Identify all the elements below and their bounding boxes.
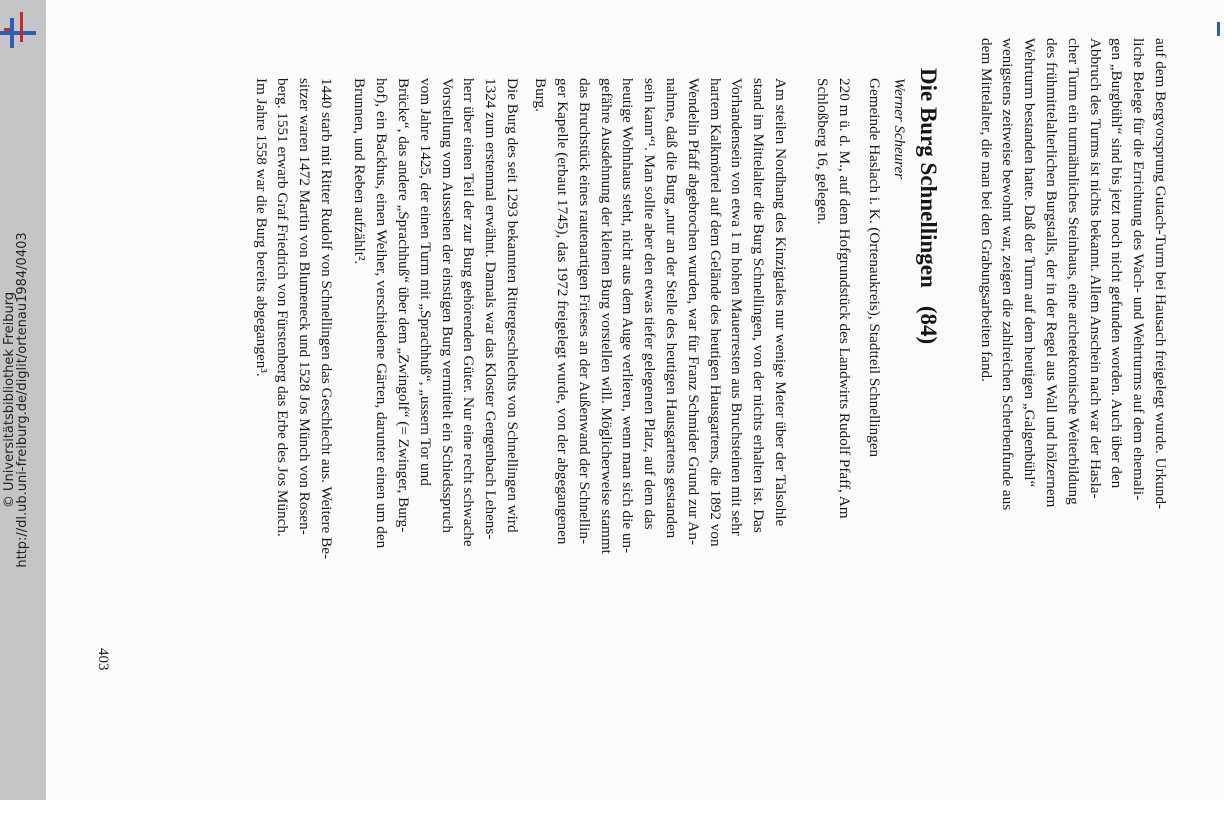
text-line: Wendelin Pfaff abgebrochen wurden, war für Franz Schmider Grund zur An-	[684, 78, 702, 546]
text-line: wenigstens zeitweise bewohnt war, zeigen die zahlreichen Scherbenfunde aus	[999, 38, 1017, 511]
text-line: liche Belege für die Errichtung des Wach- und Wehrturms auf dem ehemali-	[1130, 38, 1148, 501]
viewer-sidebar	[0, 0, 46, 800]
copyright-text: © Universitätsbibliothek Freiburg	[2, 291, 17, 509]
text-line: berg. 1551 erwarb Graf Friedrich von Fürstenberg das Erbe des Jos Münch.	[274, 78, 292, 537]
source-url[interactable]: http://dl.ub.uni-freiburg.de/diglit/ortenau1984/0403	[15, 232, 30, 568]
text-line: Vorhandensein von etwa 1 m hohen Mauerresten aus Bruchsteinen mit sehr	[728, 78, 746, 536]
article-heading	[915, 68, 941, 828]
scanned-page	[46, 0, 1224, 800]
text-line: stand im Mittelalter die Burg Schnellingen, von der nichts erhalten ist. Das	[750, 78, 768, 533]
text-line: das Bruchstück eines rautenartigen Frieses an der Außenwand der Schnellin-	[575, 78, 593, 545]
text-line: Abbruch des Turms ist nichts bekannt. Allem Anschein nach war der Hasla-	[1086, 38, 1104, 499]
article-title-text: Die Burg Schnellingen	[916, 68, 941, 288]
copyright-caption	[2, 0, 18, 800]
text-line: Am steilen Nordhang des Kinzigtales nur wenige Meter über der Talsohle	[772, 78, 789, 527]
text-line: hof), ein Backhus, einen Weiher, verschiedene Gärten, darunter einen um den	[373, 78, 391, 549]
text-line: heutige Wohnhaus steht, nicht aus dem Auge verlieren, wenn man sich die un-	[619, 78, 637, 554]
text-line: Wehrturm bestanden hatte. Daß der Turm auf dem heutigen „Galgenbühl“	[1021, 38, 1039, 488]
text-line: 220 m ü. d. M., auf dem Hofgrundstück des Landwirts Rudolf Pfaff, Am	[836, 78, 853, 519]
paragraph-2	[349, 78, 523, 838]
paragraph-3	[250, 78, 337, 838]
text-line: hartem Kalkmörtel auf dem Gelände des heutigen Hausgartens, die 1892 von	[706, 78, 724, 547]
text-line: Burg.	[532, 78, 550, 112]
text-line: gefähre Ausdehnung der kleinen Burg vorstellen will. Möglicherweise stammt	[597, 78, 615, 554]
site-paragraph	[811, 78, 855, 838]
article-number: (84)	[916, 305, 941, 345]
text-line: sitzer waren 1472 Martin von Blumeneck und 1528 Jos Münch von Rosen-	[296, 78, 314, 535]
author-block	[889, 78, 909, 838]
text-line: Brunnen, und Reben aufzählt².	[351, 78, 369, 265]
text-line: 1324 zum erstenmal erwähnt. Damals war das Kloster Gengenbach Lehens-	[482, 78, 500, 540]
text-line: nahme, daß die Burg „nur an der Stelle des heutigen Hausgartens gestanden	[663, 78, 681, 539]
page-number: 403	[95, 648, 111, 671]
text-line: Brücke“, das andere „Sprachhuß“ über dem „Zwingolf“ (= Zwinger, Burg-	[395, 78, 413, 533]
text-line: cher Turm ein turmähnliches Steinhaus, eine archetektonische Weiterbildung	[1064, 38, 1082, 505]
text-line: Die Burg des seit 1293 bekannten Rittergeschlechts von Schnellingen wird	[504, 78, 521, 533]
text-line: 1440 starb mit Ritter Rudolf von Schnellingen das Geschlecht aus. Weitere Be-	[318, 78, 335, 560]
text-line: des frühmittelalterlichen Burgstalls, der in der Regel aus Wall und hölzernem	[1043, 38, 1061, 508]
intro-paragraph	[975, 38, 1171, 798]
text-line: Im Jahre 1558 war die Burg bereits abgegangen³.	[252, 78, 270, 377]
text-line: auf dem Bergvorsprung Gutach-Turm bei Hausach freigelegt wurde. Urkund-	[1152, 38, 1169, 510]
text-line: herr über einen Teil der zur Burg gehörenden Güter. Nur eine recht schwache	[460, 78, 478, 547]
text-line: vom Jahre 1425, der einen Turm mit „Sprachhuß“, „ussern Tor und	[416, 78, 434, 486]
text-line: Schloßberg 16, gelegen.	[814, 78, 832, 225]
text-line: sein kann“¹. Man sollte aber den etwas tiefer gelegenen Platz, auf dem das	[641, 78, 659, 530]
location-line: Gemeinde Haslach i. K. (Ortenaukreis), Stadtteil Schnellingen	[866, 78, 883, 458]
location-block	[863, 78, 885, 838]
article-title	[915, 68, 941, 828]
text-line: gen „Burgbühl“ sind bis jetzt noch nicht gefunden worden. Auch über den	[1108, 38, 1126, 489]
page-edge-marker	[1217, 22, 1220, 36]
author-name: Werner Scheurer	[891, 78, 907, 179]
paragraph-1	[529, 78, 791, 838]
text-line: Vorstellung vom Aussehen der einstigen Burg vermittelt ein Schiedsspruch	[438, 78, 456, 533]
text-line: ger Kapelle (erbaut 1745), das 1972 freigelegt wurde, von der abgegangenen	[554, 78, 572, 545]
text-line: dem Mittelalter, die man bei den Grabungsarbeiten fand.	[977, 38, 995, 382]
